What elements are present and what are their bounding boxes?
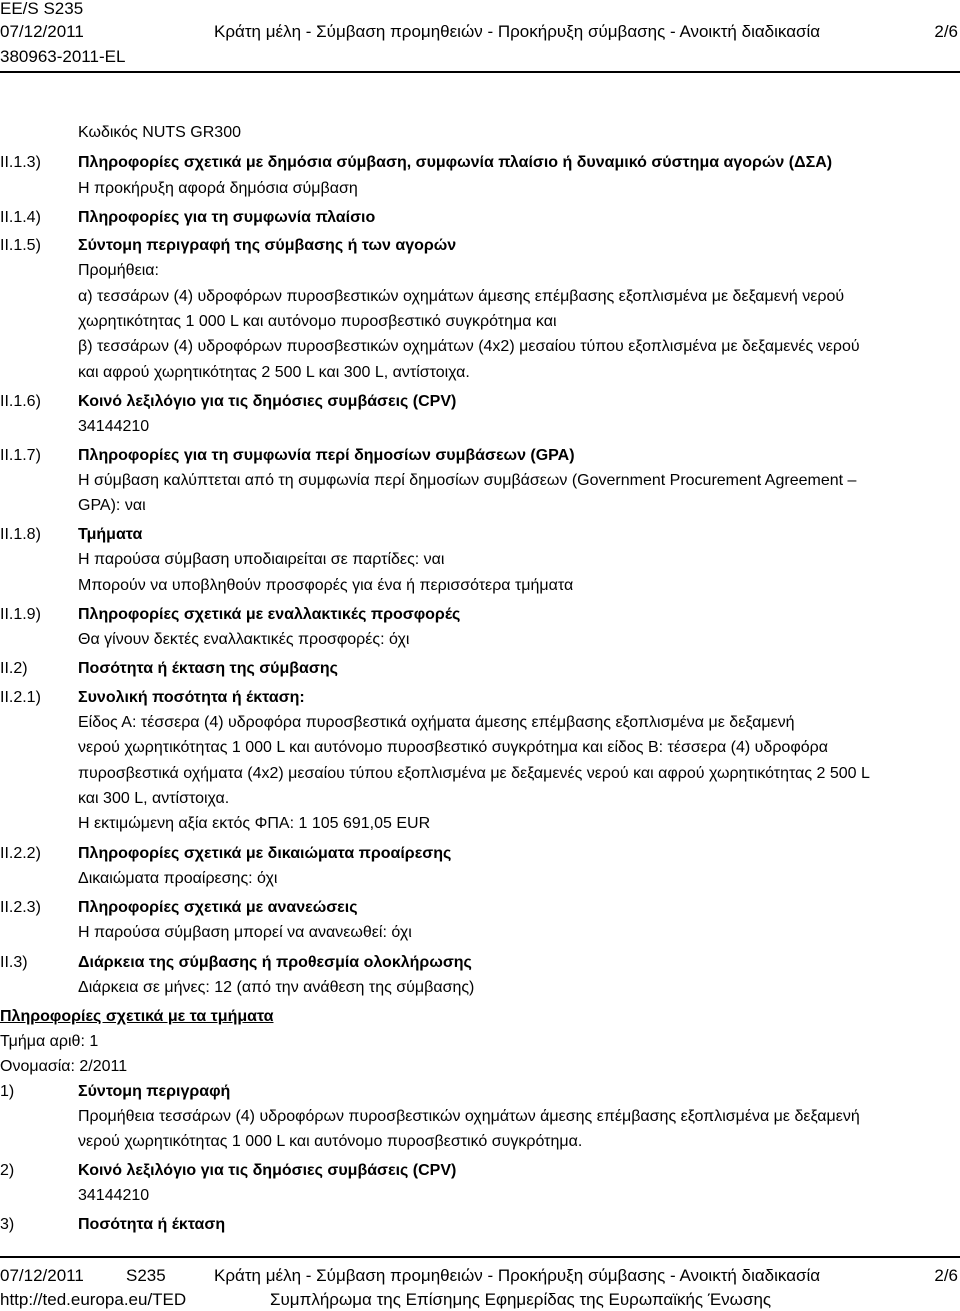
header-date: 07/12/2011 (0, 22, 84, 41)
section-number: II.2.1) (0, 689, 41, 706)
lot-item-number: 3) (0, 1216, 15, 1233)
nuts-code: Κωδικός NUTS GR300 (78, 124, 241, 141)
lot-name: Ονομασία: 2/2011 (0, 1058, 128, 1075)
lot-item-text: νερού χωρητικότητας 1 000 L και αυτόνομο πυροσβεστικό συγκρότημα. (78, 1133, 583, 1150)
lot-item-number: 1) (0, 1083, 15, 1100)
section-number: II.1.9) (0, 606, 41, 623)
section-number: II.1.6) (0, 393, 41, 410)
section-text: α) τεσσάρων (4) υδροφόρων πυροσβεστικών οχημάτων άμεσης επέμβασης εξοπλισμένα με δεξαμενή νερού (78, 288, 845, 305)
footer-date: 07/12/2011 (0, 1266, 84, 1285)
section-heading: Τμήματα (78, 526, 143, 543)
section-number: II.1.5) (0, 237, 41, 254)
section-number: II.1.7) (0, 447, 41, 464)
section-number: II.2) (0, 660, 28, 677)
estimated-value: Η εκτιμώμενη αξία εκτός ΦΠΑ: 1 105 691,05 EUR (78, 815, 431, 832)
section-text: GPA): ναι (78, 497, 146, 514)
section-text: Είδος Α: τέσσερα (4) υδροφόρα πυροσβεστικά οχήματα άμεσης επέμβασης εξοπλισμένα με δεξαμενή (78, 714, 795, 731)
section-text: Διάρκεια σε μήνες: 12 (από την ανάθεση της σύμβασης) (78, 979, 475, 996)
lot-item-text: Προμήθεια τεσσάρων (4) υδροφόρων πυροσβεστικών οχημάτων άμεσης επέμβασης εξοπλισμένα με δεξαμενή (78, 1108, 860, 1125)
section-number: II.1.4) (0, 209, 41, 226)
section-number: II.2.3) (0, 899, 41, 916)
section-heading: Πληροφορίες σχετικά με ανανεώσεις (78, 899, 358, 916)
header-journal-id: EE/S S235 (0, 0, 84, 18)
lot-item-heading: Σύντομη περιγραφή (78, 1083, 231, 1100)
section-heading: Πληροφορίες σχετικά με δημόσια σύμβαση, συμφωνία πλαίσιο ή δυναμικό σύστημα αγορών (ΔΣΑ) (78, 154, 833, 171)
section-number: II.2.2) (0, 845, 41, 862)
section-text: νερού χωρητικότητας 1 000 L και αυτόνομο πυροσβεστικό συγκρότημα και είδος Β: τέσσερα (4) υδροφόρα (78, 739, 828, 756)
header-divider (0, 71, 960, 73)
lot-item-heading: Κοινό λεξιλόγιο για τις δημόσιες συμβάσεις (CPV) (78, 1162, 457, 1179)
section-text: Η παρούσα σύμβαση υποδιαιρείται σε παρτίδες: ναι (78, 551, 445, 568)
lot-item-heading: Ποσότητα ή έκταση (78, 1216, 226, 1233)
lot-number: Τμήμα αριθ: 1 (0, 1033, 99, 1050)
section-number: II.1.3) (0, 154, 41, 171)
section-heading: Πληροφορίες για τη συμφωνία πλαίσιο (78, 209, 376, 226)
lot-item-number: 2) (0, 1162, 15, 1179)
section-text: Προμήθεια: (78, 262, 159, 279)
section-text: Δικαιώματα προαίρεσης: όχι (78, 870, 278, 887)
lots-title: Πληροφορίες σχετικά με τα τμήματα (0, 1008, 274, 1025)
footer-series: S235 (126, 1266, 166, 1285)
section-text: Μπορούν να υποβληθούν προσφορές για ένα ή περισσότερα τμήματα (78, 577, 574, 594)
cpv-code: 34144210 (78, 1187, 150, 1204)
footer-page-number: 2/6 (934, 1266, 958, 1285)
section-text: β) τεσσάρων (4) υδροφόρων πυροσβεστικών οχημάτων (4x2) μεσαίου τύπου εξοπλισμένα με δεξαμενές νερού (78, 338, 860, 355)
header-reference: 380963-2011-EL (0, 47, 126, 66)
section-text: Η προκήρυξη αφορά δημόσια σύμβαση (78, 180, 358, 197)
section-heading: Πληροφορίες σχετικά με εναλλακτικές προσφορές (78, 606, 461, 623)
section-heading: Διάρκεια της σύμβασης ή προθεσμία ολοκλήρωσης (78, 954, 472, 971)
section-heading: Πληροφορίες για τη συμφωνία περί δημοσίων συμβάσεων (GPA) (78, 447, 575, 464)
section-text: και 300 L, αντίστοιχα. (78, 790, 230, 807)
section-heading: Συνολική ποσότητα ή έκταση: (78, 689, 305, 706)
cpv-code: 34144210 (78, 418, 150, 435)
section-heading: Ποσότητα ή έκταση της σύμβασης (78, 660, 338, 677)
section-heading: Κοινό λεξιλόγιο για τις δημόσιες συμβάσεις (CPV) (78, 393, 457, 410)
section-heading: Σύντομη περιγραφή της σύμβασης ή των αγορών (78, 237, 457, 254)
section-text: Η σύμβαση καλύπτεται από τη συμφωνία περί δημοσίων συμβάσεων (Government Procurement Agreement – (78, 472, 857, 489)
section-heading: Πληροφορίες σχετικά με δικαιώματα προαίρεσης (78, 845, 452, 862)
section-text: Θα γίνουν δεκτές εναλλακτικές προσφορές: όχι (78, 631, 410, 648)
section-number: II.3) (0, 954, 28, 971)
header-title: Κράτη μέλη - Σύμβαση προμηθειών - Προκήρυξη σύμβασης - Ανοικτή διαδικασία (214, 22, 821, 41)
section-text: πυροσβεστικά οχήματα (4x2) μεσαίου τύπου εξοπλισμένα με δεξαμενές νερού και αφρού χωρητικότητας 2 500 L (78, 765, 870, 782)
footer-title: Κράτη μέλη - Σύμβαση προμηθειών - Προκήρυξη σύμβασης - Ανοικτή διαδικασία (214, 1266, 821, 1285)
header-page-number: 2/6 (934, 22, 958, 41)
section-number: II.1.8) (0, 526, 41, 543)
footer-supplement: Συμπλήρωμα της Επίσημης Εφημερίδας της Ευρωπαϊκής Ένωσης (270, 1290, 772, 1309)
footer-url: http://ted.europa.eu/TED (0, 1290, 187, 1309)
section-text: και αφρού χωρητικότητας 2 500 L και 300 L, αντίστοιχα. (78, 364, 470, 381)
footer-divider (0, 1256, 960, 1258)
section-text: Η παρούσα σύμβαση μπορεί να ανανεωθεί: όχι (78, 924, 412, 941)
section-text: χωρητικότητας 1 000 L και αυτόνομο πυροσβεστικό συγκρότημα και (78, 313, 557, 330)
